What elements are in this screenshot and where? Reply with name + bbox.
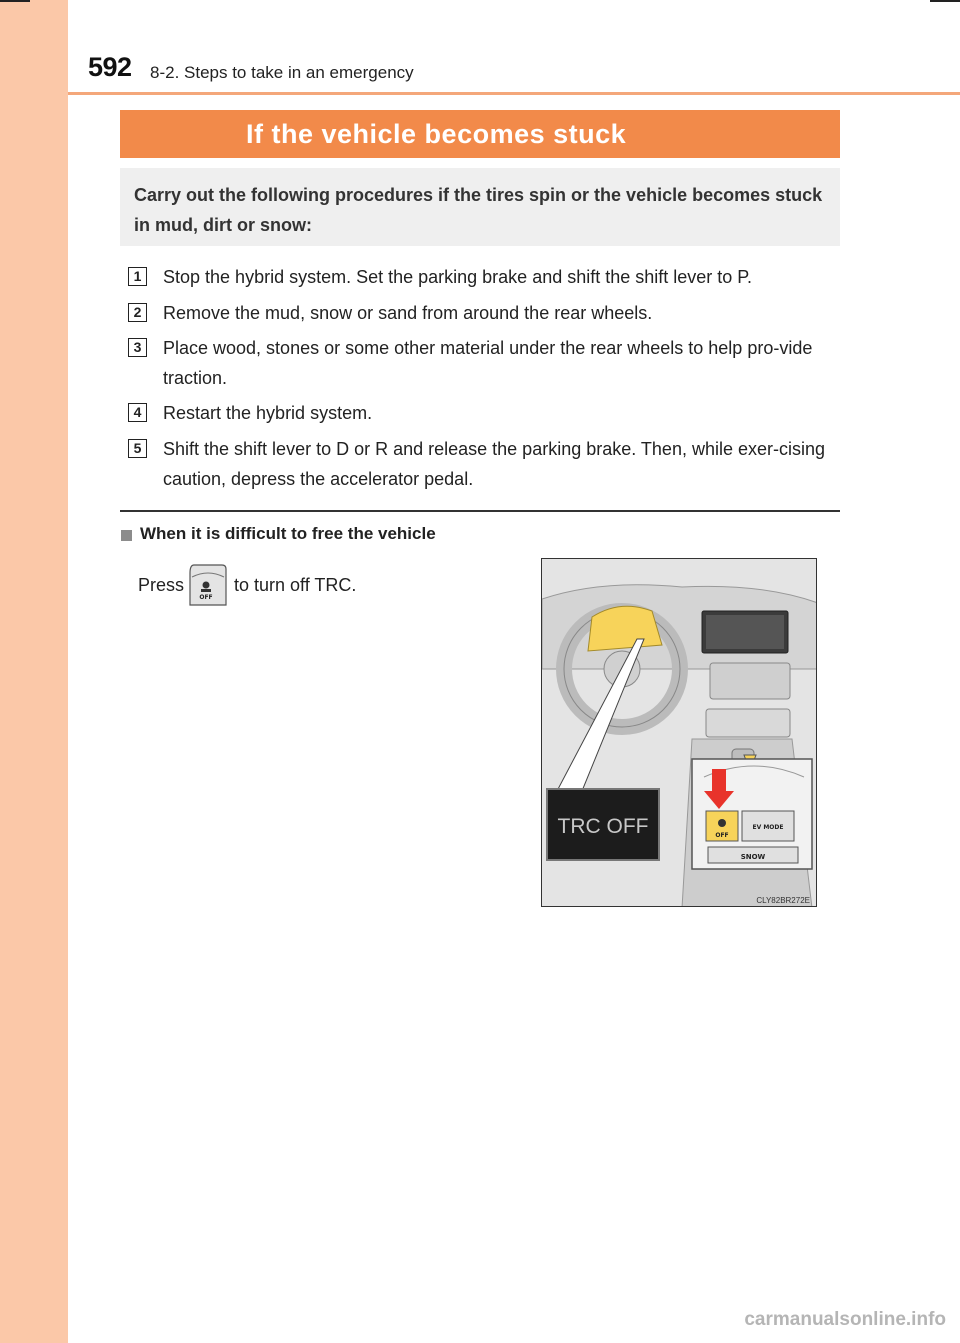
intro-text: Carry out the following procedures if the tires spin or the vehicle becomes stuck in mud, dirt or snow: xyxy=(134,185,823,235)
ev-mode-button-label: EV MODE xyxy=(752,824,784,831)
svg-text:OFF: OFF xyxy=(199,594,213,601)
step-text: Shift the shift lever to D or R and release the parking brake. Then, while exer-cising caution, depress the accelerator pedal. xyxy=(163,439,826,489)
dashboard-illustration xyxy=(541,558,817,907)
dashboard-drawing xyxy=(542,559,817,907)
divider xyxy=(120,510,840,512)
crop-mark-right xyxy=(930,0,960,2)
watermark: carmanualsonline.info xyxy=(744,1309,946,1330)
title-bar xyxy=(120,110,840,158)
intro-box xyxy=(120,168,840,246)
trc-off-label: TRC OFF xyxy=(557,815,649,838)
step-text: Remove the mud, snow or sand from around the rear wheels. xyxy=(163,303,653,323)
illustration-code: CLY82BR272E xyxy=(756,896,810,905)
off-button-label: OFF xyxy=(715,832,729,839)
step-number: 3 xyxy=(128,338,147,357)
step-number: 4 xyxy=(128,403,147,422)
step-text: Place wood, stones or some other material under the rear wheels to help pro-vide traction. xyxy=(163,338,813,388)
page-title: If the vehicle becomes stuck xyxy=(246,119,627,149)
side-band xyxy=(0,0,68,1343)
step-number: 5 xyxy=(128,439,147,458)
header-rule xyxy=(68,92,960,95)
section-title: 8-2. Steps to take in an emergency xyxy=(150,63,414,82)
square-bullet-icon xyxy=(121,530,132,541)
sub-heading: When it is difficult to free the vehicle xyxy=(140,524,436,543)
step-number: 2 xyxy=(128,303,147,322)
trc-off-switch-icon xyxy=(188,563,228,607)
press-label: Press xyxy=(138,575,185,595)
snow-button-label: SNOW xyxy=(740,853,766,861)
press-suffix: to turn off TRC. xyxy=(234,575,357,595)
step-text: Stop the hybrid system. Set the parking brake and shift the shift lever to P. xyxy=(163,267,752,287)
step-text: Restart the hybrid system. xyxy=(163,403,373,423)
crop-mark-left xyxy=(0,0,30,2)
step-number: 1 xyxy=(128,267,147,286)
page-number: 592 xyxy=(88,52,132,82)
